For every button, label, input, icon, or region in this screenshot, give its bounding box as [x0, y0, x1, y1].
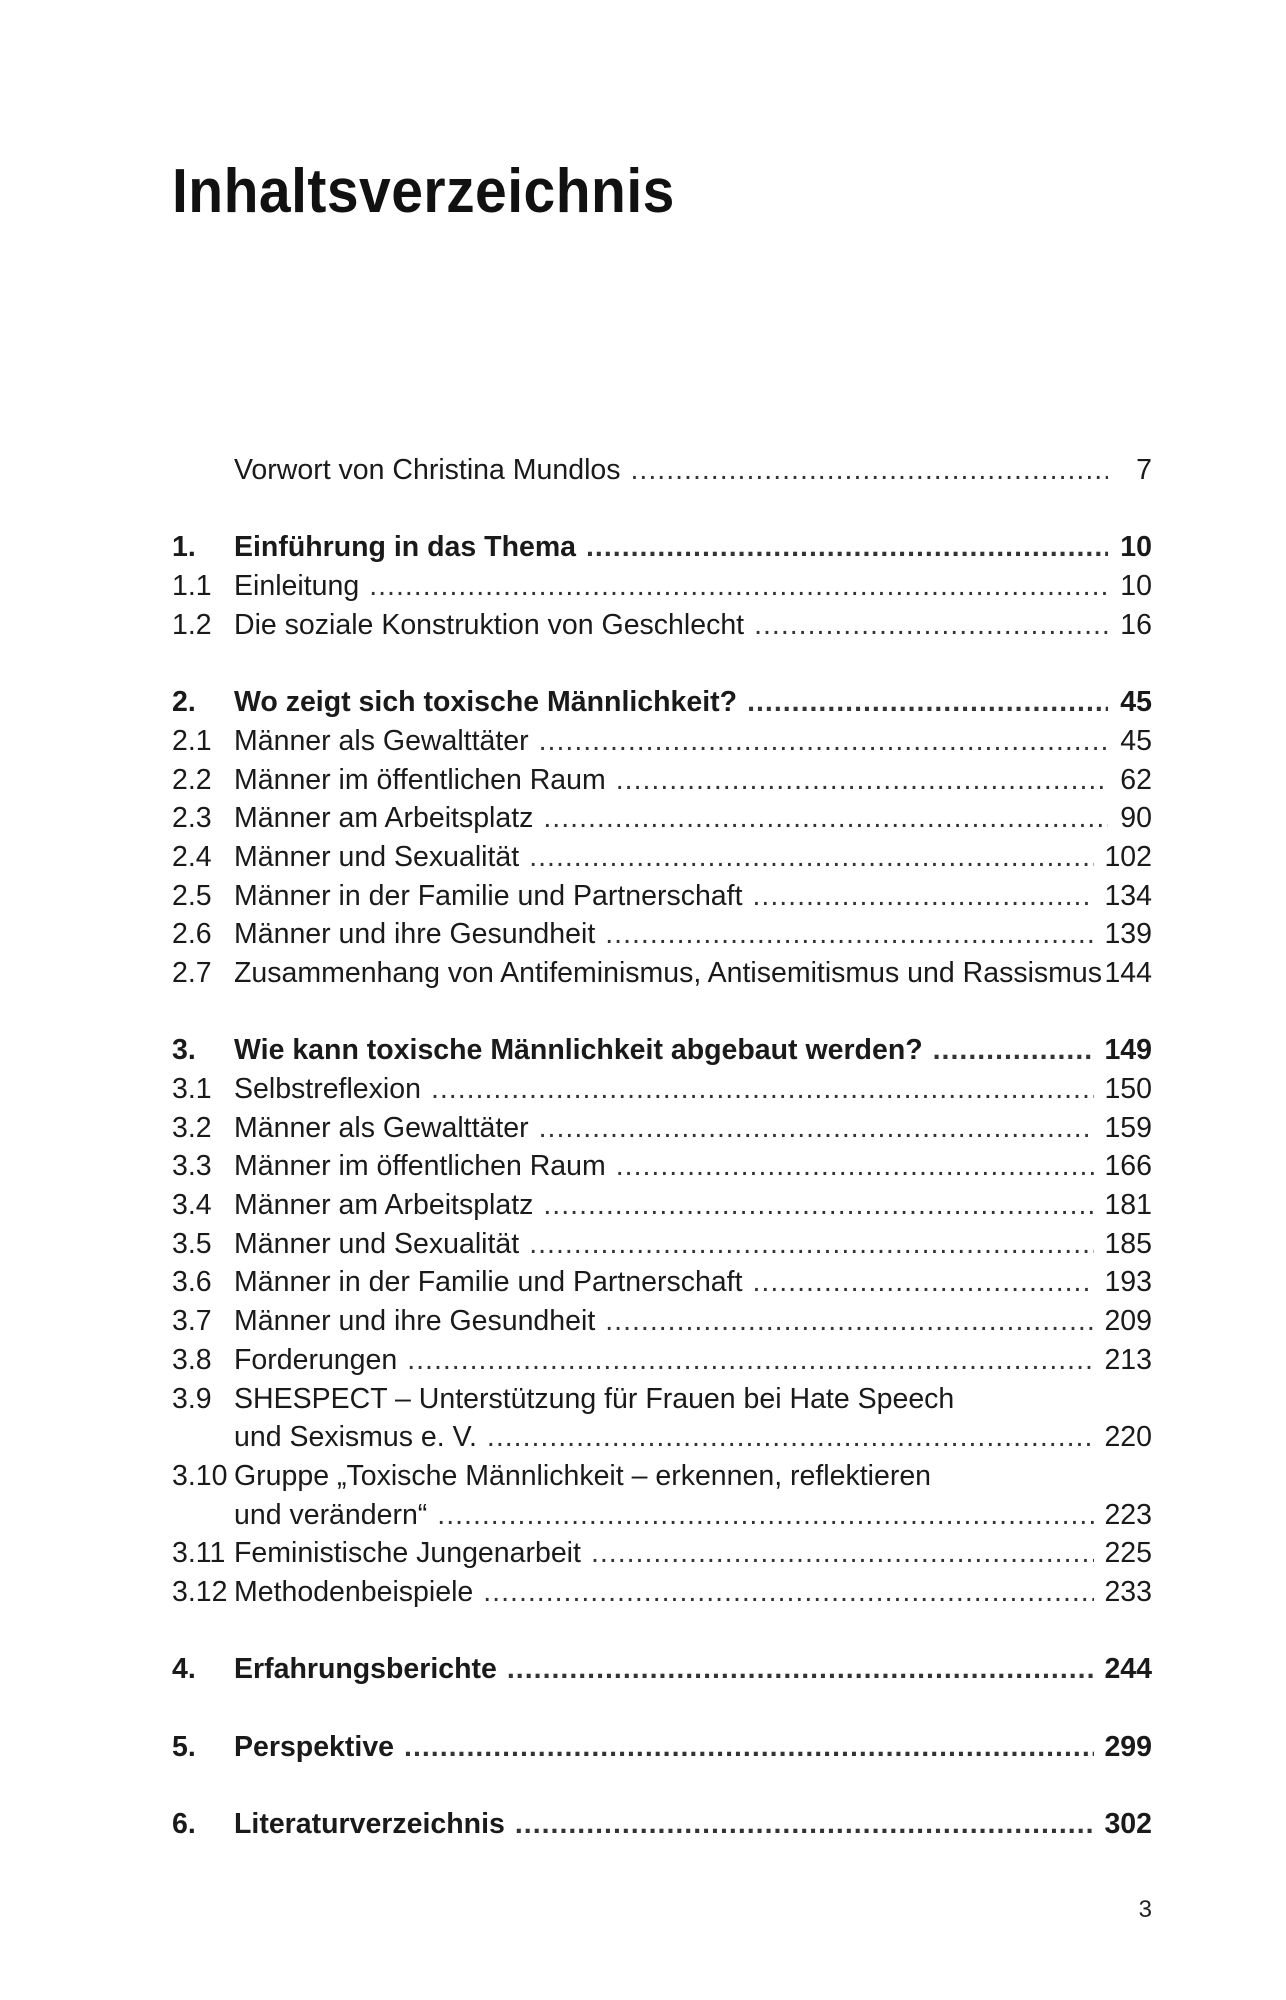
- toc-entry-title-continued: und Sexismus e. V.: [234, 1421, 477, 1454]
- toc-entry-page: 7: [1136, 454, 1152, 486]
- toc-dot-leader: [543, 799, 1108, 838]
- toc-entry-title: Männer in der Familie und Partnerschaft: [234, 1266, 743, 1299]
- toc-entry-number: 3.5: [172, 1227, 212, 1260]
- toc-dot-leader: [616, 761, 1108, 800]
- toc-entry-title: Männer und ihre Gesundheit: [234, 918, 596, 951]
- toc-entry-title: Wo zeigt sich toxische Männlichkeit?: [234, 686, 738, 719]
- toc-entry-number: 3.8: [172, 1343, 212, 1376]
- toc-entry-page: 209: [1104, 1305, 1152, 1338]
- toc-entry-number: 1.: [172, 531, 196, 564]
- toc-entry-title: Männer im öffentlichen Raum: [234, 763, 606, 796]
- toc-entry-page: 223: [1104, 1498, 1152, 1531]
- toc-dot-leader: [753, 877, 1095, 916]
- toc-entry-page: 166: [1104, 1150, 1152, 1183]
- toc-entry-number: 5.: [172, 1730, 196, 1763]
- toc-dot-leader: [753, 1263, 1095, 1302]
- toc-entry-page: 139: [1104, 918, 1152, 951]
- toc-entry-number: 2.6: [172, 918, 212, 951]
- toc-entry-page: 181: [1104, 1189, 1152, 1222]
- toc-dot-leader: [483, 1573, 1094, 1612]
- toc-dot-leader: [586, 528, 1108, 567]
- toc-entry[interactable]: [172, 1263, 1152, 1302]
- toc-entry[interactable]: [172, 954, 1152, 993]
- toc-entry-number: 3.6: [172, 1266, 212, 1299]
- toc-entry-title: Männer als Gewalttäter: [234, 1111, 529, 1144]
- toc-entry-page: 45: [1120, 724, 1152, 757]
- toc-entry-page: 144: [1104, 956, 1152, 989]
- toc-entry-title-continued: und verändern“: [234, 1498, 428, 1531]
- toc-entry-line: [172, 1418, 1152, 1457]
- toc-entry[interactable]: [172, 1109, 1152, 1148]
- toc-entry-page: 62: [1120, 763, 1152, 796]
- toc-entry-page: 185: [1104, 1227, 1152, 1260]
- toc-entry-number: 1.1: [172, 570, 212, 603]
- toc-entry-number: 3.3: [172, 1150, 212, 1183]
- toc-entry-number: 3.2: [172, 1111, 212, 1144]
- toc-entry[interactable]: [172, 1457, 1152, 1534]
- toc-entry-title: Wie kann toxische Männlichkeit abgebaut werden?: [234, 1034, 923, 1067]
- toc-entry-number: 3.4: [172, 1189, 212, 1222]
- toc-chapter-entry[interactable]: [172, 1805, 1152, 1844]
- toc-entry[interactable]: [172, 722, 1152, 761]
- toc-entry[interactable]: [172, 1147, 1152, 1186]
- toc-entry-page: 149: [1104, 1034, 1152, 1067]
- toc-entry-line: [172, 1380, 1152, 1419]
- toc-entry-number: 3.11: [172, 1537, 226, 1570]
- toc-entry[interactable]: [172, 1534, 1152, 1573]
- toc-entry-title: Perspektive: [234, 1730, 395, 1763]
- toc-entry-title: Männer und Sexualität: [234, 840, 520, 873]
- toc-entry-page: 225: [1104, 1537, 1152, 1570]
- toc-entry[interactable]: [172, 1186, 1152, 1225]
- toc-dot-leader: [543, 1186, 1094, 1225]
- toc-dot-leader: [605, 915, 1094, 954]
- toc-entry-title: Feministische Jungenarbeit: [234, 1537, 581, 1570]
- toc-gap: [172, 490, 1152, 529]
- toc-chapter-entry[interactable]: [172, 1728, 1152, 1767]
- table-of-contents: [172, 451, 1152, 1844]
- toc-entry[interactable]: [172, 838, 1152, 877]
- toc-entry-title: Männer und Sexualität: [234, 1227, 520, 1260]
- toc-entry-page: 90: [1120, 802, 1152, 835]
- toc-entry-number: 2.7: [172, 956, 212, 989]
- toc-entry[interactable]: [172, 567, 1152, 606]
- toc-entry-title: Männer als Gewalttäter: [234, 724, 529, 757]
- toc-dot-leader: [507, 1650, 1095, 1689]
- toc-entry[interactable]: [172, 877, 1152, 916]
- toc-entry-title: Männer am Arbeitsplatz: [234, 1189, 534, 1222]
- toc-entry-number: 2.1: [172, 724, 212, 757]
- toc-entry-number: 2.4: [172, 840, 212, 873]
- toc-dot-leader: [369, 567, 1108, 606]
- toc-dot-leader: [529, 1225, 1094, 1264]
- toc-entry-page: 134: [1104, 879, 1152, 912]
- toc-entry-number: 2.3: [172, 802, 212, 835]
- toc-dot-leader: [515, 1805, 1095, 1844]
- toc-entry-title: Zusammenhang von Antifeminismus, Antisemitismus und Rassismus: [234, 956, 1103, 989]
- toc-entry-number: 2.: [172, 686, 196, 719]
- toc-dot-leader: [407, 1341, 1094, 1380]
- toc-dot-leader: [631, 451, 1108, 490]
- toc-chapter-entry[interactable]: [172, 1650, 1152, 1689]
- toc-entry[interactable]: [172, 915, 1152, 954]
- toc-entry-number: 3.9: [172, 1382, 212, 1415]
- toc-dot-leader: [605, 1302, 1094, 1341]
- toc-entry[interactable]: [172, 799, 1152, 838]
- toc-entry-page: 233: [1104, 1575, 1152, 1608]
- toc-entry-title: Gruppe „Toxische Männlichkeit – erkennen, reflektieren: [234, 1459, 932, 1492]
- toc-entry-title: Männer am Arbeitsplatz: [234, 802, 534, 835]
- toc-entry-number: 2.5: [172, 879, 212, 912]
- toc-dot-leader: [591, 1534, 1095, 1573]
- toc-entry-title: Männer und ihre Gesundheit: [234, 1305, 596, 1338]
- toc-entry-title: Vorwort von Christina Mundlos: [234, 454, 621, 486]
- toc-chapter-entry[interactable]: [172, 528, 1152, 567]
- toc-entry[interactable]: [172, 1341, 1152, 1380]
- toc-dot-leader: [539, 722, 1108, 761]
- toc-entry-page: 102: [1104, 840, 1152, 873]
- toc-chapter-entry[interactable]: [172, 683, 1152, 722]
- toc-gap: [172, 644, 1152, 683]
- toc-entry-number: 3.: [172, 1034, 196, 1067]
- toc-entry-page: 299: [1104, 1730, 1152, 1763]
- toc-entry-number: 6.: [172, 1808, 196, 1841]
- toc-entry-title: Männer im öffentlichen Raum: [234, 1150, 606, 1183]
- toc-entry-title: SHESPECT – Unterstützung für Frauen bei Hate Speech: [234, 1382, 955, 1415]
- toc-entry[interactable]: [172, 761, 1152, 800]
- toc-entry[interactable]: [172, 1225, 1152, 1264]
- toc-dot-leader: [747, 683, 1108, 722]
- toc-entry-line: [172, 1457, 1152, 1496]
- toc-dot-leader: [487, 1418, 1095, 1457]
- toc-entry-number: 2.2: [172, 763, 212, 796]
- toc-dot-leader: [431, 1070, 1095, 1109]
- toc-entry-title: Forderungen: [234, 1343, 398, 1376]
- toc-entry-title: Die soziale Konstruktion von Geschlecht: [234, 608, 745, 641]
- page-title: Inhaltsverzeichnis: [172, 157, 675, 226]
- toc-dot-leader: [404, 1728, 1094, 1767]
- toc-entry-page: 220: [1104, 1421, 1152, 1454]
- toc-chapter-entry[interactable]: [172, 1031, 1152, 1070]
- toc-dot-leader: [754, 606, 1108, 645]
- toc-entry-page: 10: [1120, 531, 1152, 564]
- toc-entry[interactable]: [172, 606, 1152, 645]
- toc-entry-title: Methodenbeispiele: [234, 1575, 474, 1608]
- toc-entry-page: 213: [1104, 1343, 1152, 1376]
- toc-entry[interactable]: [172, 1070, 1152, 1109]
- toc-entry-page: 150: [1104, 1073, 1152, 1105]
- toc-entry-page: 302: [1104, 1808, 1152, 1841]
- toc-dot-leader: [933, 1031, 1095, 1070]
- toc-entry-line: [172, 1496, 1152, 1535]
- toc-entry-title: Einleitung: [234, 570, 360, 603]
- toc-entry-number: 4.: [172, 1653, 196, 1686]
- toc-entry-page: 10: [1120, 570, 1152, 603]
- toc-dot-leader: [437, 1496, 1094, 1535]
- toc-entry[interactable]: [172, 451, 1152, 490]
- toc-entry[interactable]: [172, 1573, 1152, 1612]
- toc-entry-page: 159: [1104, 1111, 1152, 1144]
- toc-gap: [172, 1766, 1152, 1805]
- toc-entry-page: 244: [1104, 1653, 1152, 1686]
- toc-gap: [172, 1689, 1152, 1728]
- toc-entry-title: Erfahrungsberichte: [234, 1653, 497, 1686]
- toc-entry-title: Selbstreflexion: [234, 1073, 421, 1105]
- toc-entry[interactable]: [172, 1302, 1152, 1341]
- toc-entry-title: Literaturverzeichnis: [234, 1808, 505, 1841]
- toc-dot-leader: [616, 1147, 1095, 1186]
- toc-entry-number: 3.12: [172, 1575, 228, 1608]
- toc-entry-number: 3.1: [172, 1073, 212, 1105]
- toc-entry-number: 3.7: [172, 1305, 212, 1338]
- toc-entry[interactable]: [172, 1380, 1152, 1457]
- toc-entry-title: Männer in der Familie und Partnerschaft: [234, 879, 743, 912]
- toc-entry-page: 193: [1104, 1266, 1152, 1299]
- toc-entry-page: 45: [1120, 686, 1152, 719]
- toc-entry-number: 3.10: [172, 1459, 228, 1492]
- toc-gap: [172, 1612, 1152, 1651]
- page-number: 3: [1138, 1896, 1152, 1923]
- toc-entry-title: Einführung in das Thema: [234, 531, 577, 564]
- toc-entry-page: 16: [1120, 608, 1152, 641]
- toc-entry-number: 1.2: [172, 608, 212, 641]
- toc-dot-leader: [539, 1109, 1095, 1148]
- toc-gap: [172, 993, 1152, 1032]
- toc-dot-leader: [529, 838, 1094, 877]
